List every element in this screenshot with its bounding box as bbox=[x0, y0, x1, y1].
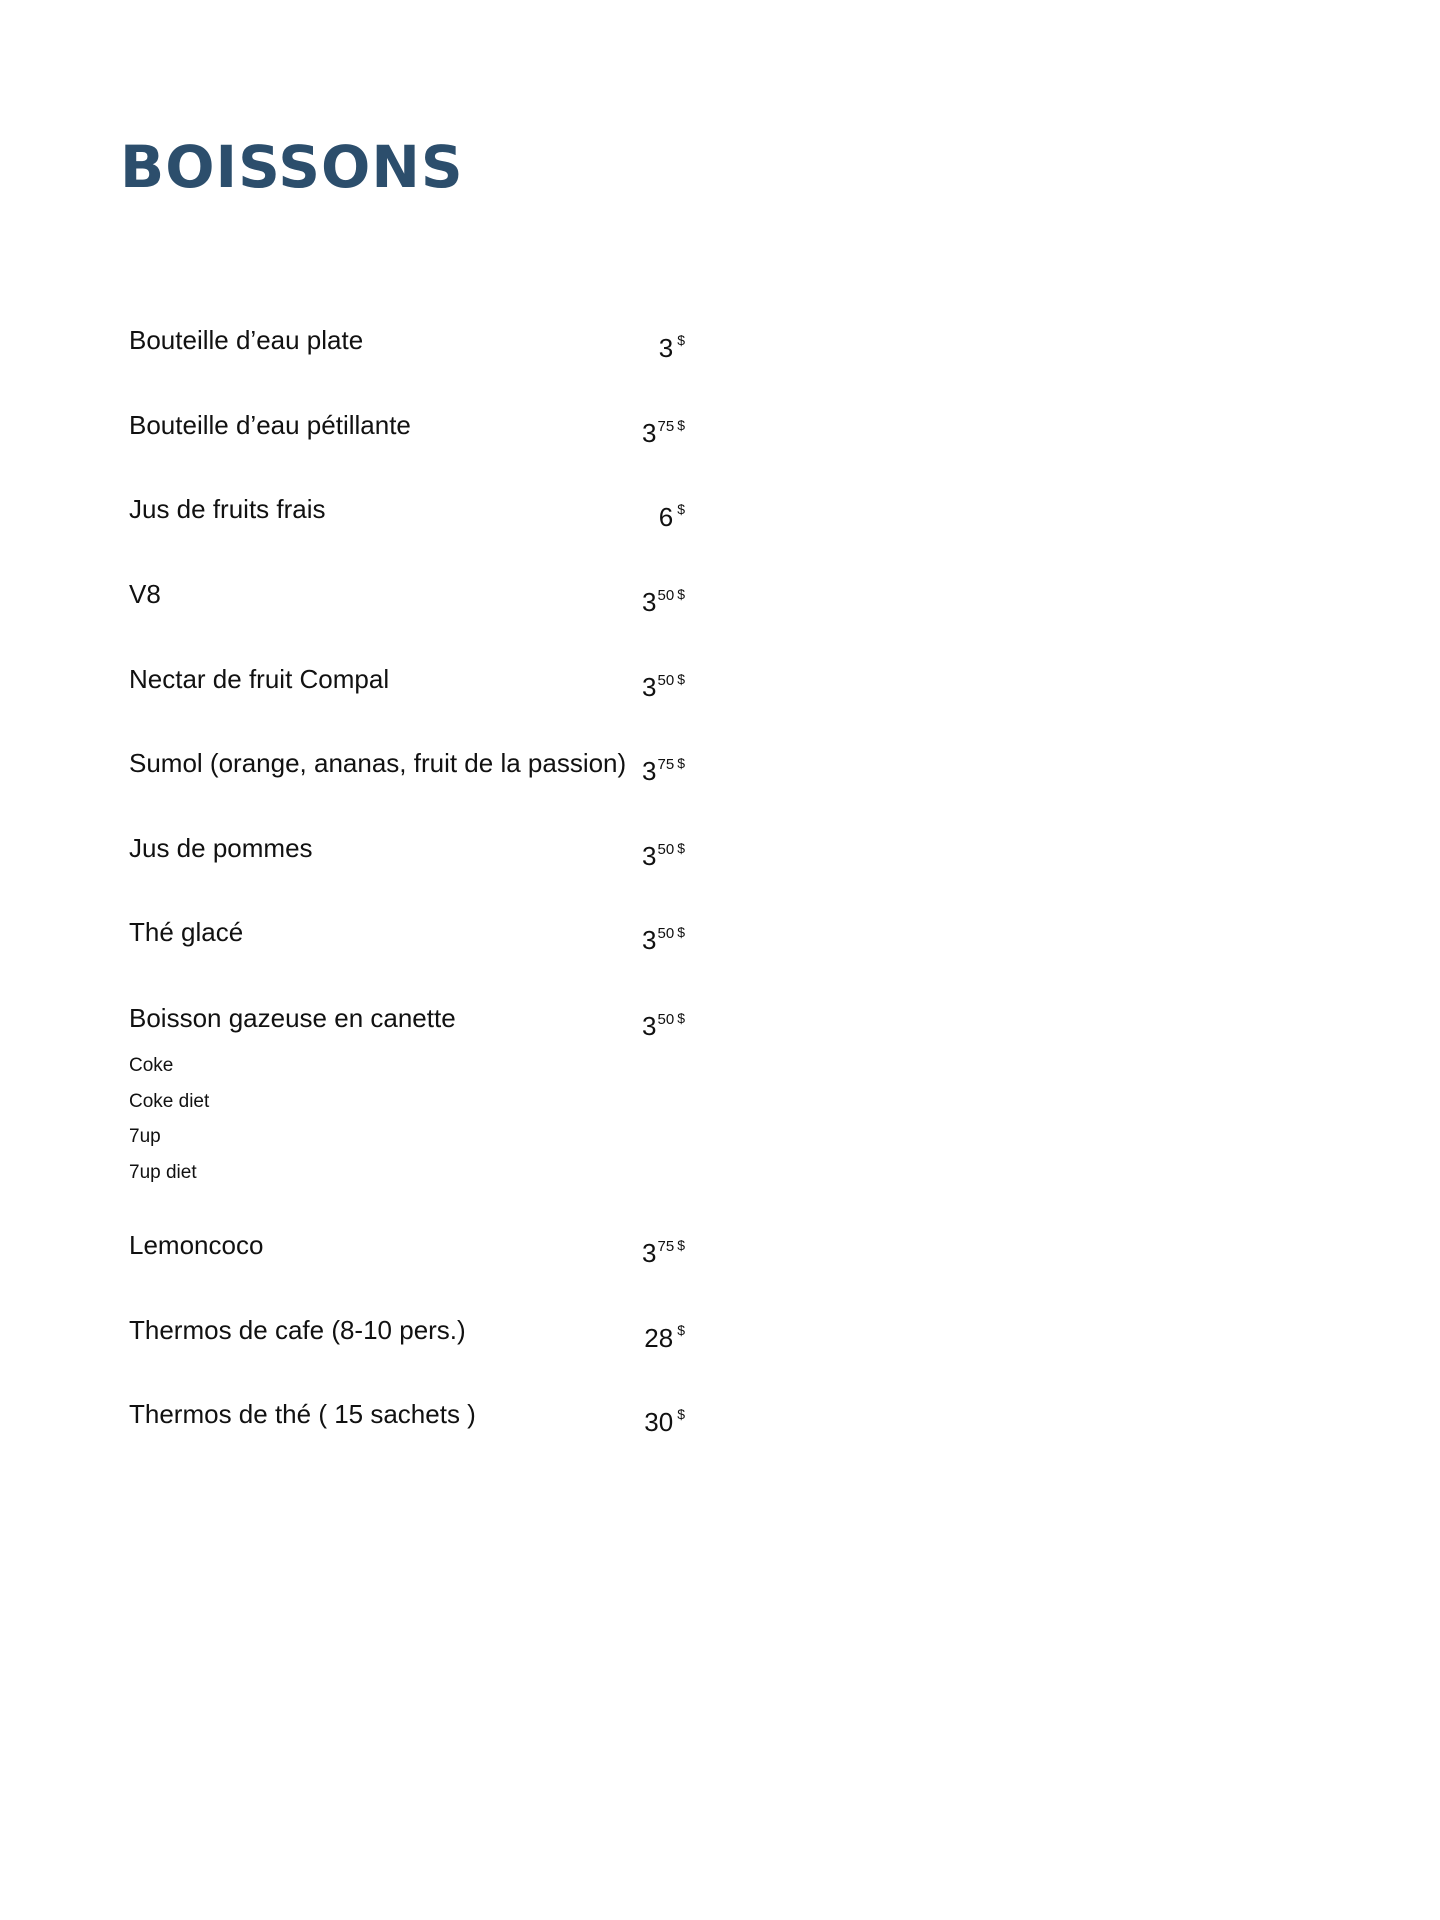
menu-item bbox=[129, 405, 699, 448]
price-amount: 3 bbox=[642, 841, 657, 871]
price-amount: 28 bbox=[644, 1323, 674, 1353]
item-price bbox=[658, 320, 685, 363]
price-currency: $ bbox=[677, 840, 685, 856]
price-cents: 50 bbox=[657, 672, 675, 689]
price-amount: 3 bbox=[642, 925, 657, 955]
item-name: Sumol (orange, ananas, fruit de la passion) bbox=[129, 748, 627, 778]
item-price bbox=[642, 912, 685, 955]
item-price bbox=[658, 489, 685, 532]
soda-option: Coke bbox=[129, 1055, 174, 1076]
price-currency: $ bbox=[677, 1406, 685, 1422]
price-amount: 3 bbox=[642, 1011, 657, 1041]
menu-item bbox=[129, 1310, 699, 1353]
item-name: Thé glacé bbox=[129, 917, 244, 947]
menu-item bbox=[129, 1225, 699, 1268]
drinks-menu bbox=[129, 0, 699, 1920]
menu-item bbox=[129, 659, 699, 702]
price-cents: 50 bbox=[657, 841, 675, 858]
price-currency: $ bbox=[677, 586, 685, 602]
soda-option: 7up diet bbox=[129, 1161, 197, 1183]
item-price bbox=[642, 1225, 685, 1268]
price-cents: 50 bbox=[657, 925, 675, 942]
price-currency: $ bbox=[677, 332, 685, 348]
item-price bbox=[642, 405, 685, 448]
item-name: Jus de pommes bbox=[129, 833, 313, 863]
item-name: Thermos de thé ( 15 sachets ) bbox=[129, 1399, 476, 1429]
soda-option: Coke diet bbox=[129, 1090, 210, 1112]
price-currency: $ bbox=[677, 1010, 685, 1026]
price-cents: 75 bbox=[657, 418, 675, 435]
item-price bbox=[642, 659, 685, 702]
menu-item bbox=[129, 1394, 699, 1437]
item-price bbox=[642, 743, 685, 786]
item-price bbox=[644, 1394, 685, 1437]
price-amount: 3 bbox=[642, 672, 657, 702]
price-currency: $ bbox=[677, 417, 685, 433]
price-cents: 50 bbox=[657, 587, 675, 604]
price-currency: $ bbox=[677, 671, 685, 687]
menu-item bbox=[129, 998, 699, 1041]
menu-item bbox=[129, 743, 699, 786]
item-name: Lemoncoco bbox=[129, 1230, 264, 1260]
menu-item bbox=[129, 320, 699, 363]
item-name: Bouteille d’eau pétillante bbox=[129, 410, 411, 440]
price-currency: $ bbox=[677, 1237, 685, 1253]
price-currency: $ bbox=[677, 1322, 685, 1338]
price-amount: 3 bbox=[658, 333, 674, 363]
price-amount: 6 bbox=[658, 502, 674, 532]
price-amount: 3 bbox=[642, 587, 657, 617]
item-name: Boisson gazeuse en canette bbox=[129, 1003, 456, 1033]
price-amount: 30 bbox=[644, 1407, 674, 1437]
item-name: Nectar de fruit Compal bbox=[129, 664, 390, 694]
item-price bbox=[642, 828, 685, 871]
page-title: BOISSONS bbox=[120, 133, 464, 201]
soda-option: 7up bbox=[129, 1126, 161, 1147]
menu-item bbox=[129, 912, 699, 955]
item-name: V8 bbox=[129, 579, 161, 609]
price-cents: 75 bbox=[657, 1238, 675, 1255]
price-currency: $ bbox=[677, 924, 685, 940]
price-cents: 75 bbox=[657, 756, 675, 773]
item-name: Jus de fruits frais bbox=[129, 494, 326, 524]
price-amount: 3 bbox=[642, 1238, 657, 1268]
menu-item bbox=[129, 828, 699, 871]
item-price bbox=[644, 1310, 685, 1353]
item-price bbox=[642, 574, 685, 617]
price-cents: 50 bbox=[657, 1011, 675, 1028]
menu-item bbox=[129, 489, 699, 532]
item-name: Thermos de cafe (8-10 pers.) bbox=[129, 1315, 466, 1345]
menu-item bbox=[129, 574, 699, 617]
price-amount: 3 bbox=[642, 418, 657, 448]
price-currency: $ bbox=[677, 501, 685, 517]
item-price bbox=[642, 998, 685, 1041]
price-amount: 3 bbox=[642, 756, 657, 786]
item-name: Bouteille d’eau plate bbox=[129, 325, 364, 355]
price-currency: $ bbox=[677, 755, 685, 771]
soda-options-list bbox=[129, 1048, 529, 1190]
